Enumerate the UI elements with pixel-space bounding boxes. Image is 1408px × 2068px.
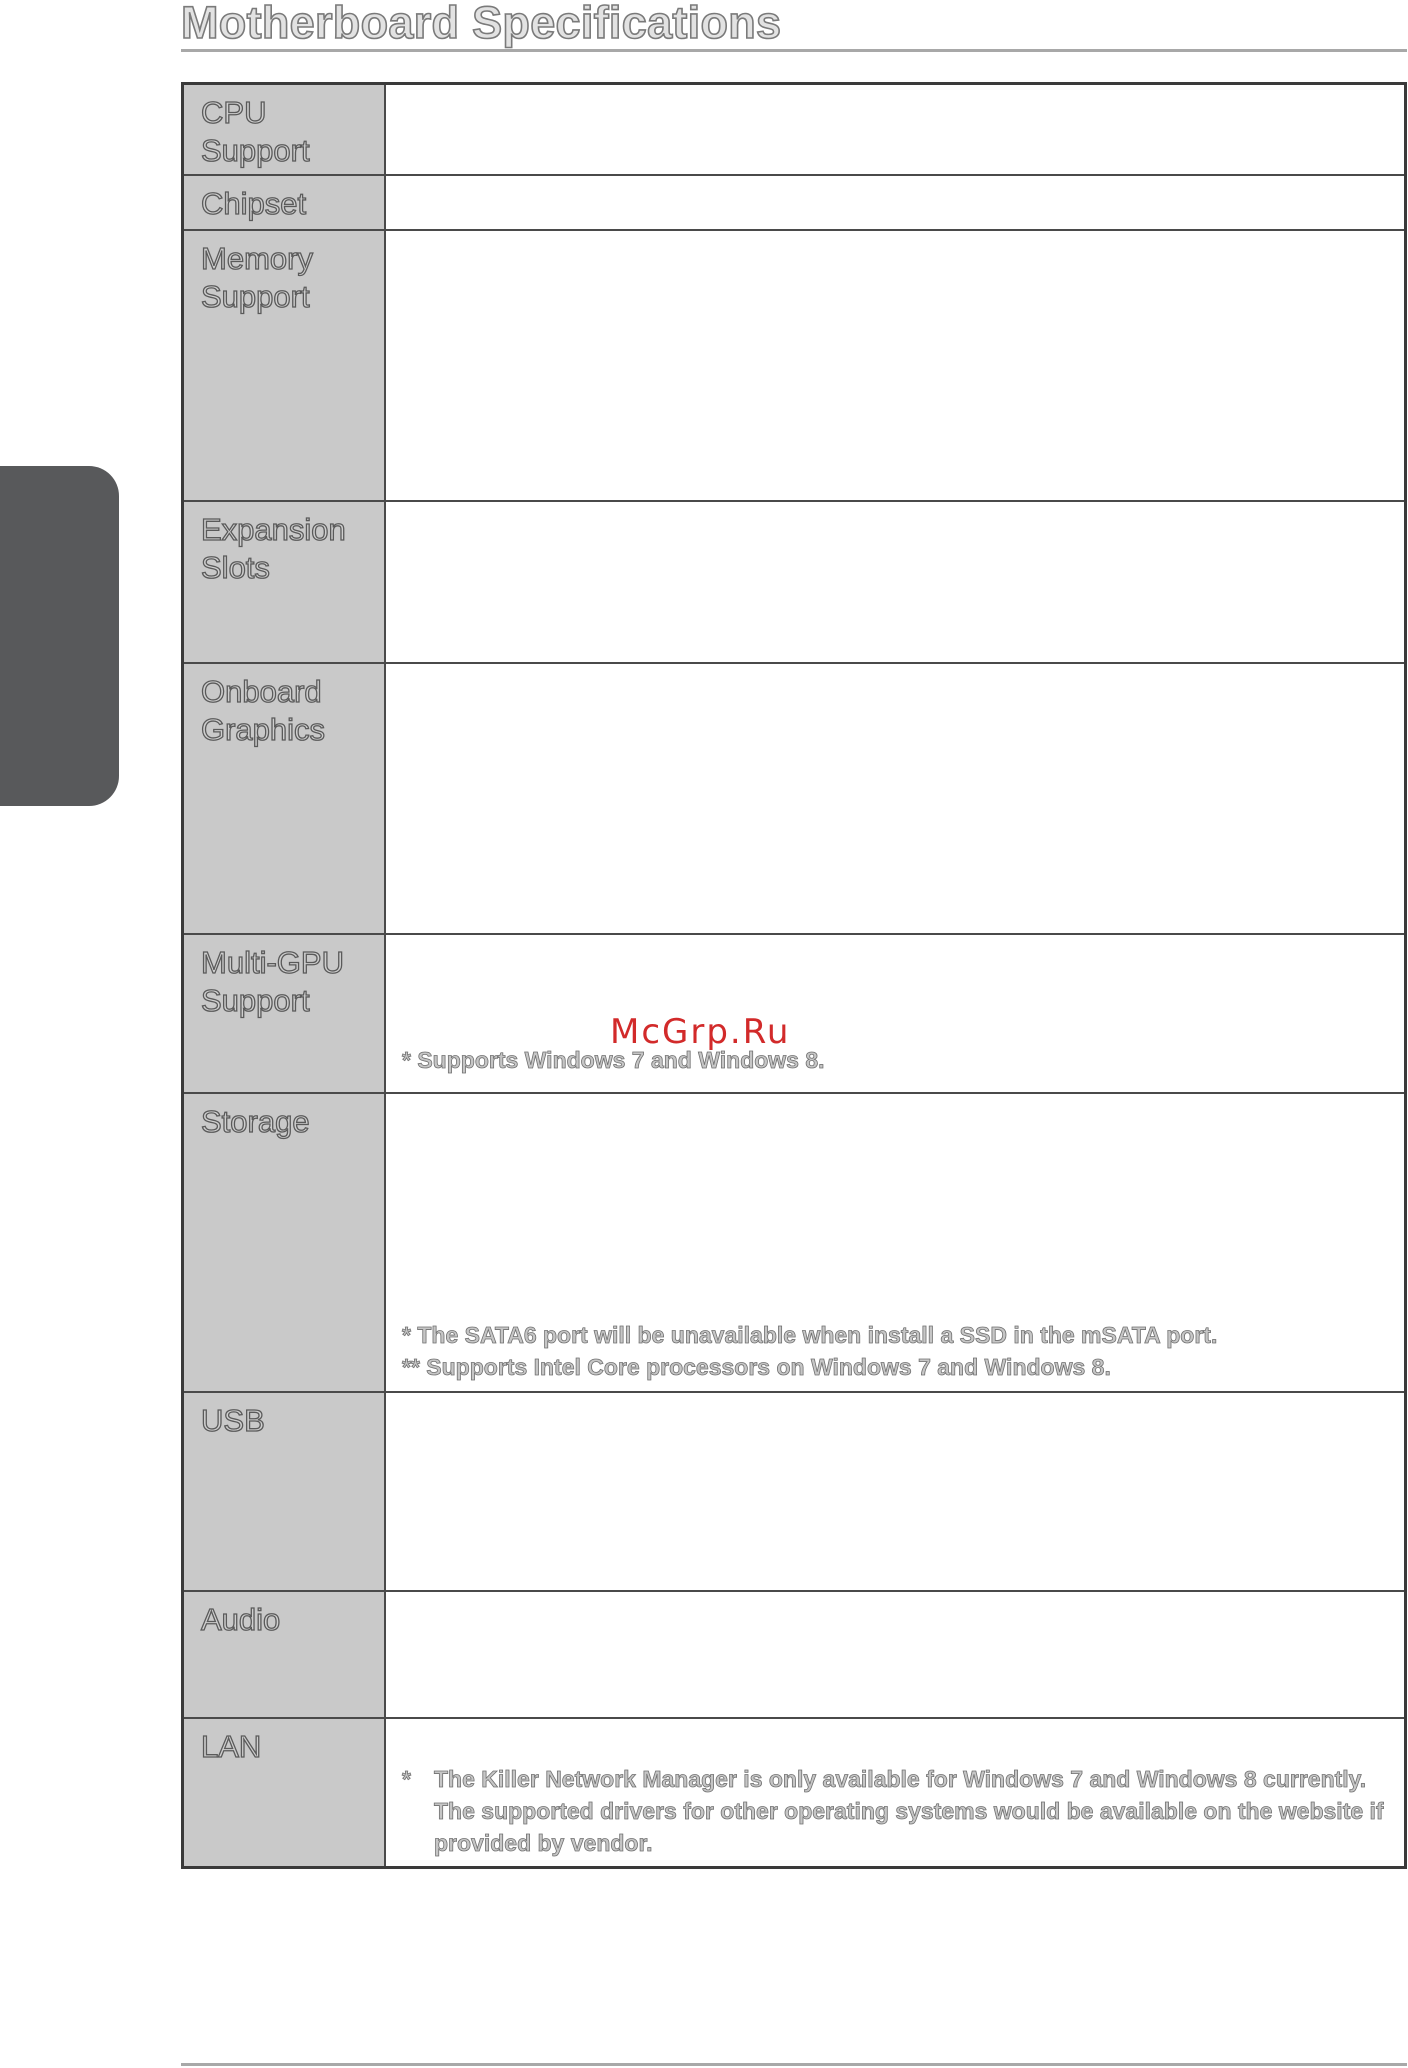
label-cell: [183, 663, 386, 934]
table-row-cpu-support: [183, 84, 1406, 175]
label-cell: [183, 1718, 386, 1868]
value-cell-expansion-slots: [385, 501, 1406, 663]
footnote-killer-network: [402, 1763, 1390, 1859]
row-label-chipset: Chipset: [201, 185, 307, 221]
row-label-expansion-slots: Expansion Slots: [201, 511, 346, 585]
value-cell-cpu-support: [385, 84, 1406, 175]
value-cell-audio: [385, 1591, 1406, 1718]
table-row-usb: [183, 1392, 1406, 1591]
label-cell: [183, 1591, 386, 1718]
row-label-storage: Storage: [201, 1103, 310, 1139]
footnote-text: * Supports Windows 7 and Windows 8.: [402, 1046, 825, 1073]
label-cell: [183, 1093, 386, 1392]
row-label-memory-support: Memory Support: [201, 240, 313, 314]
footnote-storage: [402, 1319, 1390, 1383]
chapter-side-tab: [0, 466, 119, 806]
footnote-text: The Killer Network Manager is only available for Windows 7 and Windows 8 currently. The supported drivers for other operating systems would be available on the website if provided by vendor.: [434, 1765, 1384, 1856]
footnote-marker: *: [402, 1765, 411, 1792]
row-label-usb: USB: [201, 1402, 265, 1438]
label-cell: [183, 501, 386, 663]
specifications-table: [181, 82, 1407, 1869]
row-label-onboard-graphics: Onboard Graphics: [201, 673, 326, 747]
table-row-audio: [183, 1591, 1406, 1718]
value-cell-usb: [385, 1392, 1406, 1591]
page-title: Motherboard Specifications: [181, 0, 782, 48]
footnote-sata6-msata: * The SATA6 port will be unavailable when install a SSD in the mSATA port.: [402, 1321, 1218, 1348]
label-cell: [183, 230, 386, 501]
row-label-multi-gpu-support: Multi-GPU Support: [201, 944, 344, 1018]
value-cell-lan: [385, 1718, 1406, 1868]
footer-divider: [181, 2063, 1407, 2066]
row-label-lan: LAN: [201, 1728, 262, 1764]
table-row-lan: [183, 1718, 1406, 1868]
row-label-audio: Audio: [201, 1601, 281, 1637]
label-cell: [183, 84, 386, 175]
footnote-windows-support: [402, 1044, 1390, 1076]
value-cell-multi-gpu-support: [385, 934, 1406, 1093]
table-row-memory-support: [183, 230, 1406, 501]
row-label-cpu-support: CPU Support: [201, 95, 310, 168]
table-row-chipset: [183, 175, 1406, 230]
label-cell: [183, 1392, 386, 1591]
watermark: McGrp.Ru: [610, 1012, 791, 1052]
value-cell-memory-support: [385, 230, 1406, 501]
label-cell: [183, 175, 386, 230]
value-cell-onboard-graphics: [385, 663, 1406, 934]
footnote-intel-core: ** Supports Intel Core processors on Windows 7 and Windows 8.: [402, 1353, 1111, 1380]
table-row-expansion-slots: [183, 501, 1406, 663]
value-cell-chipset: [385, 175, 1406, 230]
title-divider: [181, 49, 1407, 52]
value-cell-storage: [385, 1093, 1406, 1392]
table-row-storage: [183, 1093, 1406, 1392]
table-row-onboard-graphics: [183, 663, 1406, 934]
label-cell: [183, 934, 386, 1093]
table-row-multi-gpu-support: [183, 934, 1406, 1093]
